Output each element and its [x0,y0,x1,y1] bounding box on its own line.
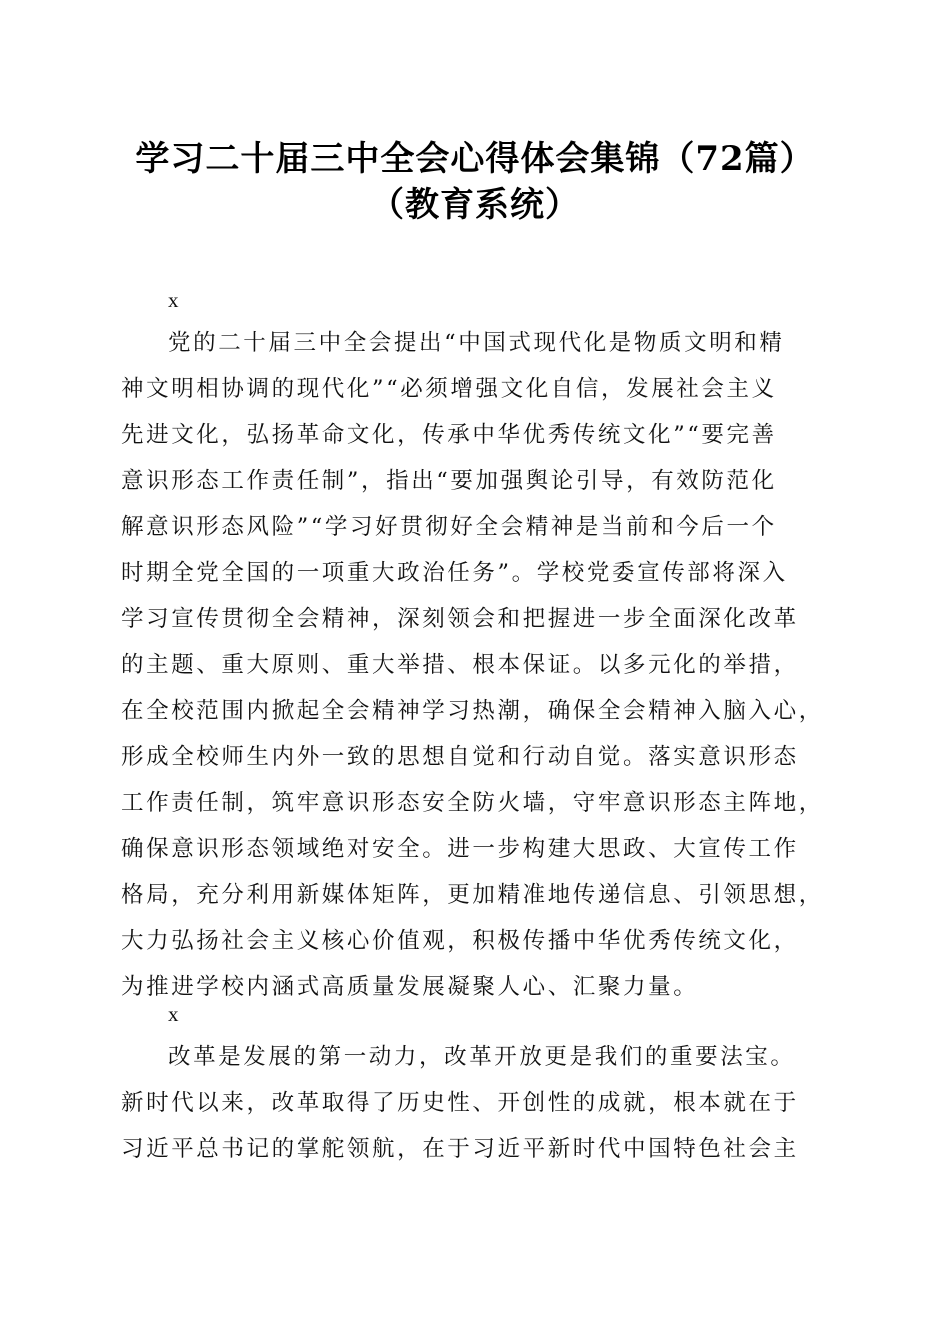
text-line: 先进文化，弘扬革命文化，传承中华优秀传统文化”“要完善 [121,422,777,448]
text-line: 为推进学校内涵式高质量发展凝聚人心、汇聚力量。 [121,974,699,1000]
text-line: 形成全校师生内外一致的思想自觉和行动自觉。落实意识形态 [121,744,799,770]
text-line: 工作责任制，筑牢意识形态安全防火墙，守牢意识形态主阵地， [121,790,824,816]
section-marker: x [168,288,179,312]
text-line: 意识形态工作责任制”，指出“要加强舆论引导，有效防范化 [121,468,777,494]
text-line: 格局，充分利用新媒体矩阵，更加精准地传递信息、引领思想， [121,882,824,908]
text-line: 解意识形态风险”“学习好贯彻好全会精神是当前和今后一个 [121,514,777,540]
text-line: 党的二十届三中全会提出“中国式现代化是物质文明和精 [168,330,785,356]
paragraph [121,1034,833,1172]
paragraph [121,320,833,1010]
text-line: 在全校范围内掀起全会精神学习热潮，确保全会精神入脑入心， [121,698,824,724]
text-line: 新时代以来，改革取得了历史性、开创性的成就，根本就在于 [121,1090,799,1116]
document-subtitle: （教育系统） [370,185,580,225]
text-line: 大力弘扬社会主义核心价值观，积极传播中华优秀传统文化， [121,928,799,954]
text-line: 习近平总书记的掌舵领航，在于习近平新时代中国特色社会主 [121,1136,799,1162]
section-marker: x [168,1002,179,1026]
text-line: 神文明相协调的现代化”“必须增强文化自信，发展社会主义 [121,376,777,402]
document-title: 学习二十届三中全会心得体会集锦（72篇） [135,139,815,179]
text-line: 改革是发展的第一动力，改革开放更是我们的重要法宝。 [168,1044,796,1070]
text-line: 确保意识形态领域绝对安全。进一步构建大思政、大宣传工作 [121,836,799,862]
text-line: 时期全党全国的一项重大政治任务”。学校党委宣传部将深入 [121,560,788,586]
text-line: 学习宣传贯彻全会精神，深刻领会和把握进一步全面深化改革 [121,606,799,632]
text-line: 的主题、重大原则、重大举措、根本保证。以多元化的举措， [121,652,799,678]
